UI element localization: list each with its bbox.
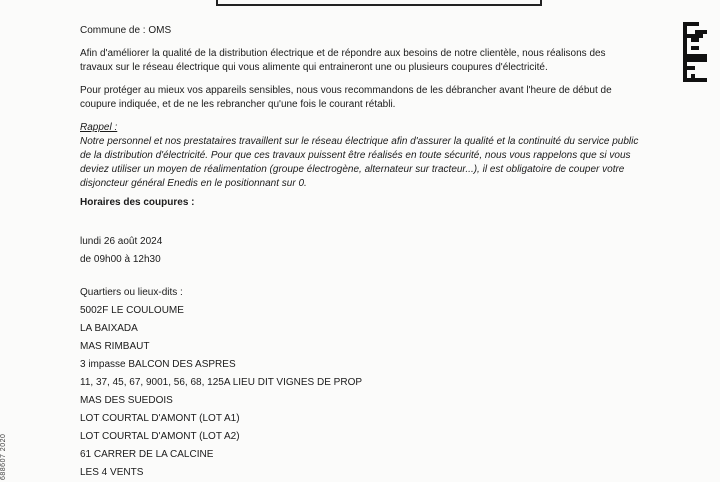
- list-item: MAS DES SUEDOIS: [80, 395, 173, 406]
- outage-time: de 09h00 à 12h30: [80, 254, 161, 265]
- list-item: MAS RIMBAUT: [80, 341, 150, 352]
- rappel-text: Notre personnel et nos prestataires travaillent sur le réseau électrique afin d'assurer la qualité et la continuité du service public de la distribution d'électricité. Pour que ces travaux puissent être réalisés en toute sécurité, nous vous rappelons que si vous deviez utiliser un moyen de réalimentation (groupe électrogène, alternateur sur tracteur...), il est obligatoire de couper votre disjoncteur général Enedis en le positionnant sur 0.: [80, 136, 639, 189]
- list-item: 61 CARRER DE LA CALCINE: [80, 449, 214, 460]
- intro-paragraph-2: Pour protéger au mieux vos appareils sensibles, nous vous recommandons de les débrancher avant l'heure de début de coupure indiquée, et de ne les rebrancher qu'une fois le courant rétabli.: [80, 85, 612, 110]
- quartiers-title: Quartiers ou lieux-dits :: [80, 287, 183, 298]
- outage-notice: [80, 24, 640, 482]
- outage-date: lundi 26 août 2024: [80, 236, 163, 247]
- list-item: 11, 37, 45, 67, 9001, 56, 68, 125A LIEU DIT VIGNES DE PROP: [80, 377, 363, 388]
- datamatrix-code-icon: [683, 22, 707, 84]
- header-frame: [216, 0, 542, 6]
- intro-paragraph-1: Afin d'améliorer la qualité de la distribution électrique et de répondre aux besoins de notre clientèle, nous réalisons des travaux sur le réseau électrique qui vous alimente qui entraineront une ou plusieurs coupures d'électricité.: [80, 48, 606, 73]
- list-item: LES 4 VENTS: [80, 467, 144, 478]
- list-item: LOT COURTAL D'AMONT (LOT A2): [80, 431, 240, 442]
- list-item: 5002F LE COULOUME: [80, 305, 184, 316]
- commune-line: Commune de : OMS: [80, 25, 172, 36]
- list-item: LOT COURTAL D'AMONT (LOT A1): [80, 413, 240, 424]
- list-item: 3 impasse BALCON DES ASPRES: [80, 359, 236, 370]
- list-item: LA BAIXADA: [80, 323, 138, 334]
- margin-reference-code: 688607 2020: [0, 433, 7, 480]
- rappel-title: Rappel :: [80, 122, 118, 133]
- horaires-title: Horaires des coupures :: [80, 197, 195, 208]
- quartiers-list: [80, 302, 640, 482]
